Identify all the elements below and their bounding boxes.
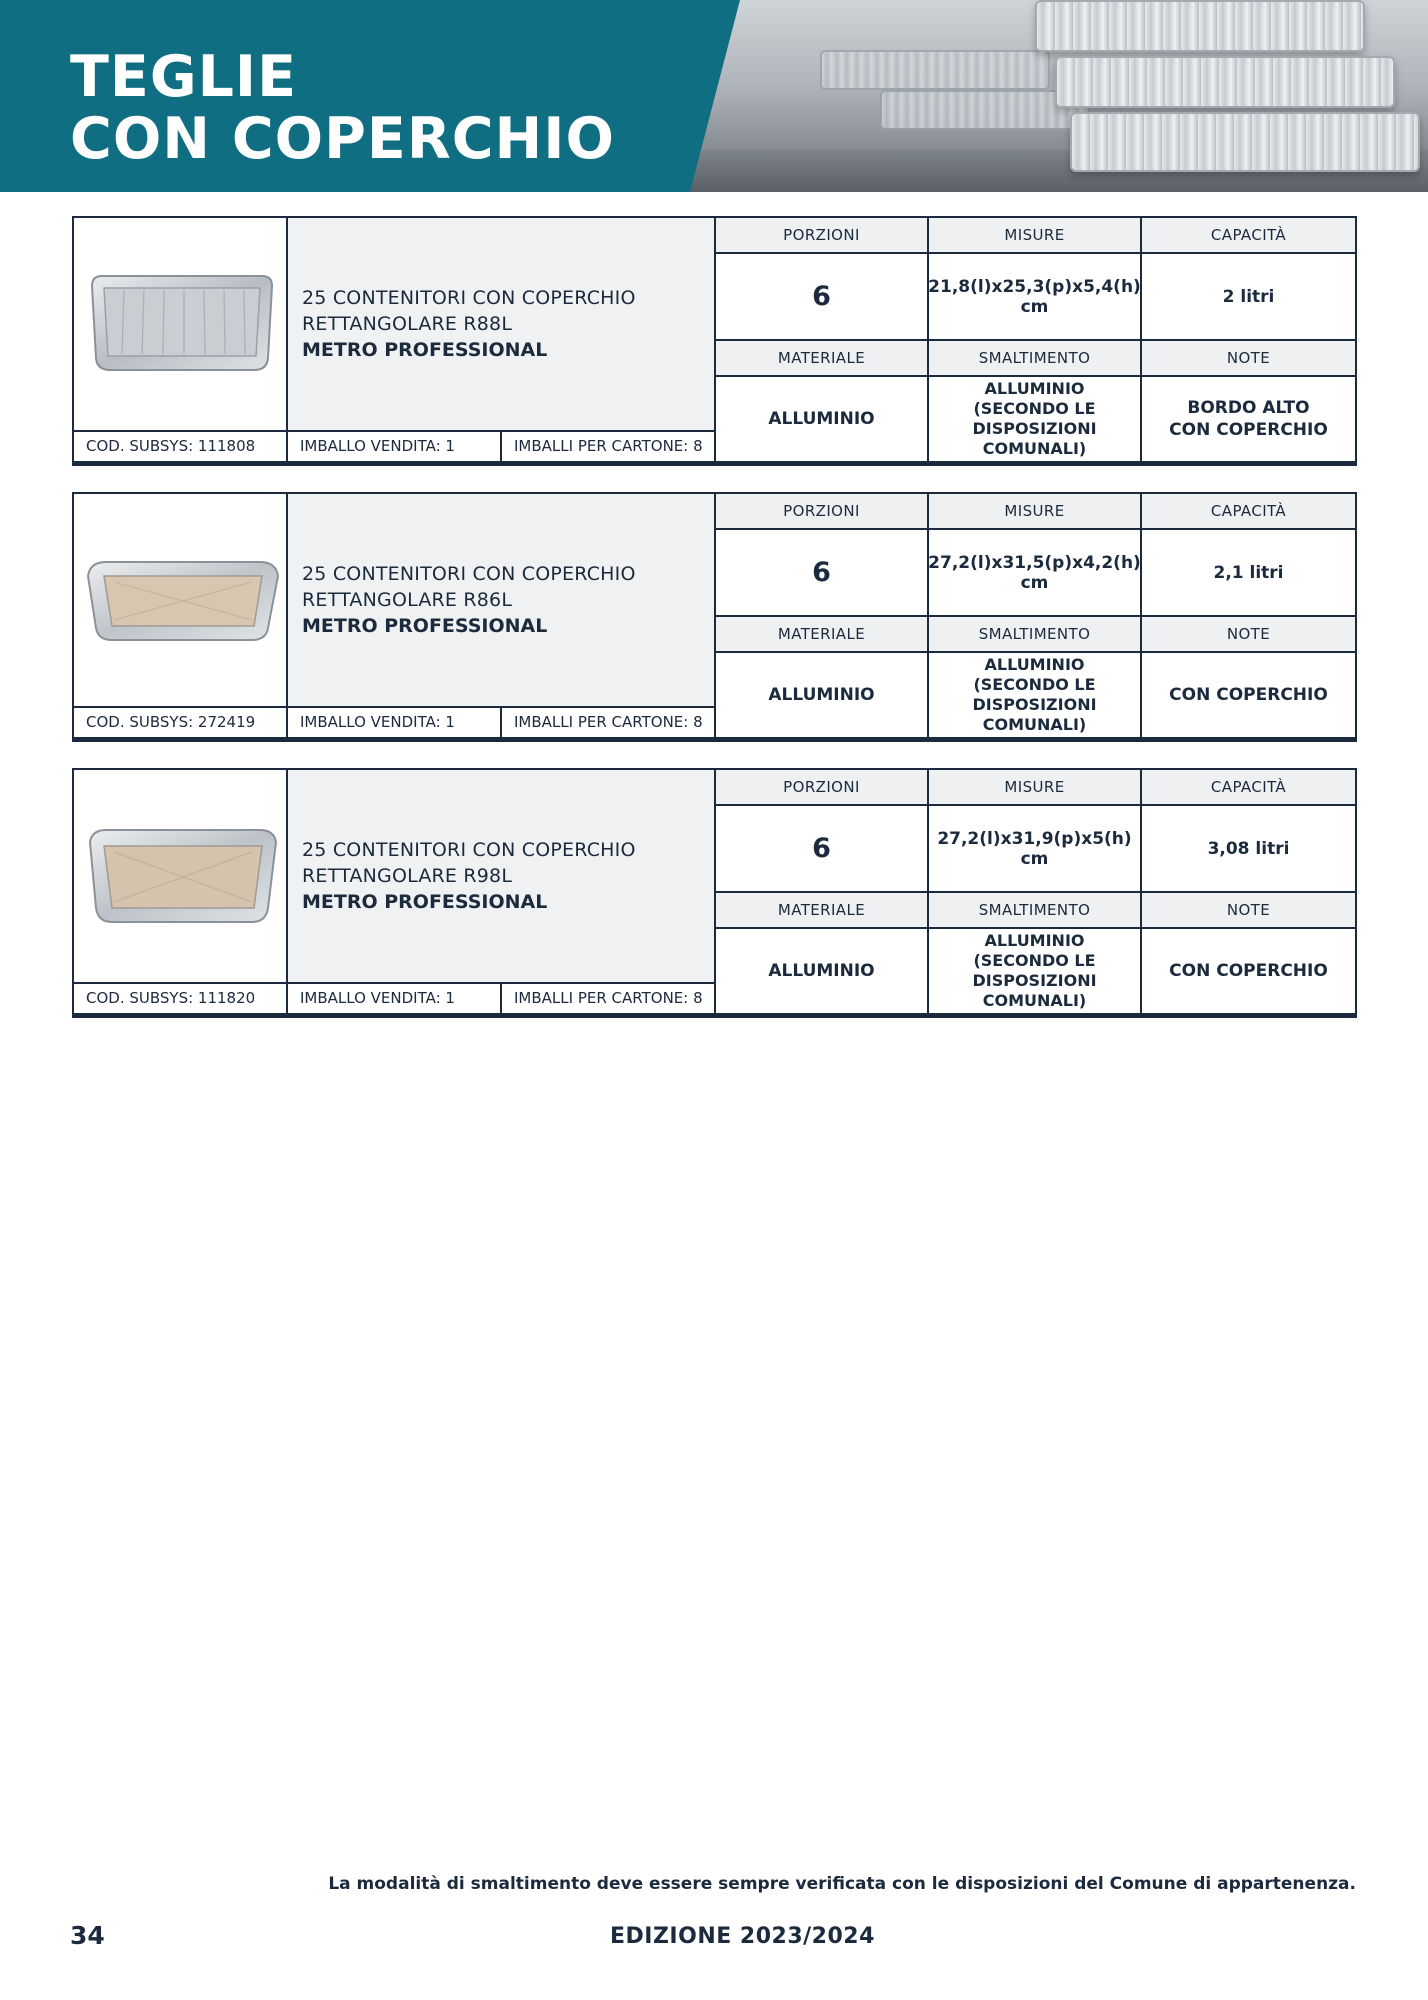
header-smaltimento: SMALTIMENTO	[929, 341, 1142, 377]
value-misure: 27,2(l)x31,9(p)x5(h) cm	[929, 806, 1142, 893]
product-card	[72, 492, 1357, 742]
product-code: COD. SUBSYS: 272419	[74, 708, 288, 737]
header-misure: MISURE	[929, 494, 1142, 530]
smaltimento-line-1: ALLUMINIO	[984, 655, 1085, 674]
aluminium-tray-icon	[84, 266, 280, 378]
aluminium-tray-icon	[84, 542, 280, 654]
imballi-per-cartone: IMBALLI PER CARTONE: 8	[502, 984, 716, 1013]
value-materiale: ALLUMINIO	[716, 377, 929, 461]
header-porzioni: PORZIONI	[716, 770, 929, 806]
value-smaltimento	[929, 653, 1142, 737]
spec-table	[716, 218, 1355, 461]
page-title	[70, 46, 615, 170]
header-misure: MISURE	[929, 770, 1142, 806]
product-brand: METRO PROFESSIONAL	[302, 339, 548, 361]
product-image-cell	[74, 770, 288, 982]
disposal-note: La modalità di smaltimento deve essere sempre verificata con le disposizioni del Comune di appartenenza.	[328, 1874, 1356, 1894]
header-smaltimento: SMALTIMENTO	[929, 617, 1142, 653]
value-note	[1142, 377, 1355, 461]
product-card	[72, 768, 1357, 1018]
header-smaltimento: SMALTIMENTO	[929, 893, 1142, 929]
value-capacita: 3,08 litri	[1142, 806, 1355, 893]
page-header	[0, 0, 1428, 192]
spec-table	[716, 494, 1355, 737]
smaltimento-line-3: COMUNALI)	[982, 439, 1087, 458]
product-description	[288, 770, 716, 982]
product-brand: METRO PROFESSIONAL	[302, 891, 548, 913]
value-note	[1142, 929, 1355, 1013]
product-brand: METRO PROFESSIONAL	[302, 615, 548, 637]
smaltimento-line-3: COMUNALI)	[982, 715, 1087, 734]
product-name-line-1: 25 CONTENITORI CON COPERCHIO	[302, 563, 636, 585]
value-capacita: 2,1 litri	[1142, 530, 1355, 617]
product-name-line-2: RETTANGOLARE R98L	[302, 865, 513, 887]
note-line-1: CON COPERCHIO	[1169, 961, 1328, 981]
value-misure: 27,2(l)x31,5(p)x4,2(h) cm	[929, 530, 1142, 617]
product-name-line-2: RETTANGOLARE R86L	[302, 589, 513, 611]
smaltimento-line-2: (SECONDO LE DISPOSIZIONI	[972, 951, 1097, 990]
product-name-line-2: RETTANGOLARE R88L	[302, 313, 513, 335]
value-smaltimento	[929, 929, 1142, 1013]
header-porzioni: PORZIONI	[716, 218, 929, 254]
value-smaltimento	[929, 377, 1142, 461]
header-note: NOTE	[1142, 341, 1355, 377]
tray-stack-image	[1030, 0, 1410, 190]
smaltimento-line-3: COMUNALI)	[982, 991, 1087, 1010]
title-line-1: TEGLIE	[70, 44, 298, 110]
header-materiale: MATERIALE	[716, 341, 929, 377]
smaltimento-line-2: (SECONDO LE DISPOSIZIONI	[972, 399, 1097, 438]
page-number: 34	[70, 1921, 105, 1950]
aluminium-tray-icon	[84, 818, 280, 930]
product-name-line-1: 25 CONTENITORI CON COPERCHIO	[302, 839, 636, 861]
header-capacita: CAPACITÀ	[1142, 218, 1355, 254]
header-materiale: MATERIALE	[716, 893, 929, 929]
product-description	[288, 218, 716, 430]
value-porzioni: 6	[716, 806, 929, 893]
product-image-cell	[74, 494, 288, 706]
value-porzioni: 6	[716, 530, 929, 617]
product-description	[288, 494, 716, 706]
header-note: NOTE	[1142, 893, 1355, 929]
imballo-vendita: IMBALLO VENDITA: 1	[288, 984, 502, 1013]
imballo-vendita: IMBALLO VENDITA: 1	[288, 432, 502, 461]
imballi-per-cartone: IMBALLI PER CARTONE: 8	[502, 432, 716, 461]
product-name-line-1: 25 CONTENITORI CON COPERCHIO	[302, 287, 636, 309]
header-note: NOTE	[1142, 617, 1355, 653]
spec-table	[716, 770, 1355, 1013]
smaltimento-line-2: (SECONDO LE DISPOSIZIONI	[972, 675, 1097, 714]
header-misure: MISURE	[929, 218, 1142, 254]
product-image-cell	[74, 218, 288, 430]
value-porzioni: 6	[716, 254, 929, 341]
header-capacita: CAPACITÀ	[1142, 770, 1355, 806]
edition-label: EDIZIONE 2023/2024	[610, 1924, 875, 1949]
smaltimento-line-1: ALLUMINIO	[984, 931, 1085, 950]
imballo-vendita: IMBALLO VENDITA: 1	[288, 708, 502, 737]
product-codes-row	[74, 982, 716, 1013]
header-capacita: CAPACITÀ	[1142, 494, 1355, 530]
title-line-2: CON COPERCHIO	[70, 106, 615, 172]
value-misure: 21,8(l)x25,3(p)x5,4(h) cm	[929, 254, 1142, 341]
note-line-1: BORDO ALTO	[1187, 398, 1310, 418]
product-codes-row	[74, 430, 716, 461]
product-codes-row	[74, 706, 716, 737]
header-porzioni: PORZIONI	[716, 494, 929, 530]
product-card	[72, 216, 1357, 466]
smaltimento-line-1: ALLUMINIO	[984, 379, 1085, 398]
value-materiale: ALLUMINIO	[716, 929, 929, 1013]
value-capacita: 2 litri	[1142, 254, 1355, 341]
background-tray-image	[820, 50, 1050, 90]
product-code: COD. SUBSYS: 111820	[74, 984, 288, 1013]
product-code: COD. SUBSYS: 111808	[74, 432, 288, 461]
note-line-2: CON COPERCHIO	[1169, 420, 1328, 440]
note-line-1: CON COPERCHIO	[1169, 685, 1328, 705]
value-materiale: ALLUMINIO	[716, 653, 929, 737]
imballi-per-cartone: IMBALLI PER CARTONE: 8	[502, 708, 716, 737]
header-materiale: MATERIALE	[716, 617, 929, 653]
value-note	[1142, 653, 1355, 737]
